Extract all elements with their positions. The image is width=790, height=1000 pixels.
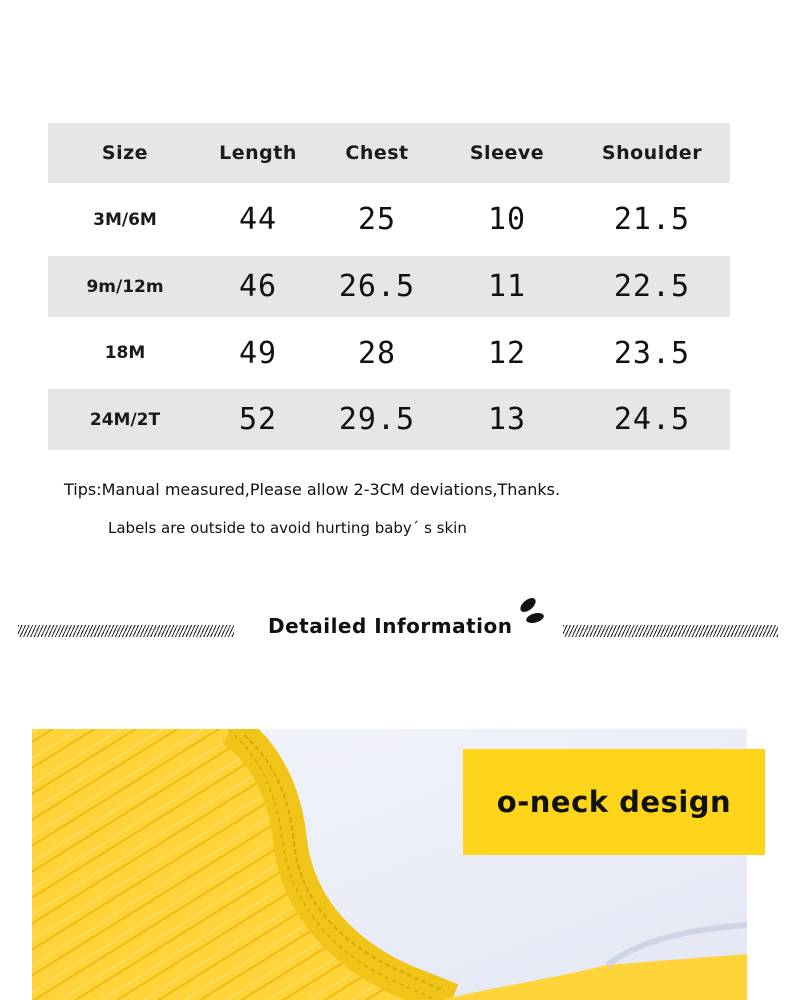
table-row [48,183,730,256]
sleeve-cell: 13 [487,402,527,437]
right-hatch-divider [563,625,778,637]
sleeve-cell: 12 [487,335,527,371]
table-row [48,256,730,317]
shoulder-cell: 23.5 [613,335,691,371]
size-cell: 18M [104,343,146,363]
chest-cell: 25 [357,202,397,237]
header-sleeve: Sleeve [469,142,545,164]
chest-cell: 28 [357,335,397,371]
header-size: Size [101,142,149,164]
length-cell: 46 [238,269,278,304]
shoulder-cell: 21.5 [613,202,691,237]
length-cell: 49 [238,335,278,371]
chest-cell: 26.5 [338,269,416,304]
chest-cell: 29.5 [338,402,416,437]
length-cell: 44 [238,202,278,237]
header-length: Length [219,142,297,164]
section-title: Detailed Information [268,614,513,638]
callout-label: o-neck design [496,785,732,819]
label-note: Labels are outside to avoid hurting baby´ s skin [108,519,467,537]
sleeve-cell: 10 [487,202,527,237]
length-cell: 52 [238,402,278,437]
size-cell: 9m/12m [86,276,164,297]
shoulder-cell: 22.5 [613,269,691,304]
table-row [48,389,730,450]
size-cell: 3M/6M [93,209,157,230]
header-chest: Chest [345,142,409,164]
measurement-tip: Tips:Manual measured,Please allow 2-3CM deviations,Thanks. [64,480,561,499]
size-chart-header-row [48,123,730,183]
shoulder-cell: 24.5 [613,402,691,437]
size-chart-table [48,123,730,450]
table-row [48,317,730,389]
ink-drops-icon [514,592,554,628]
sleeve-cell: 11 [487,269,527,304]
o-neck-callout [463,749,765,855]
header-shoulder: Shoulder [601,142,703,164]
left-hatch-divider [18,625,234,637]
size-cell: 24M/2T [89,409,161,430]
